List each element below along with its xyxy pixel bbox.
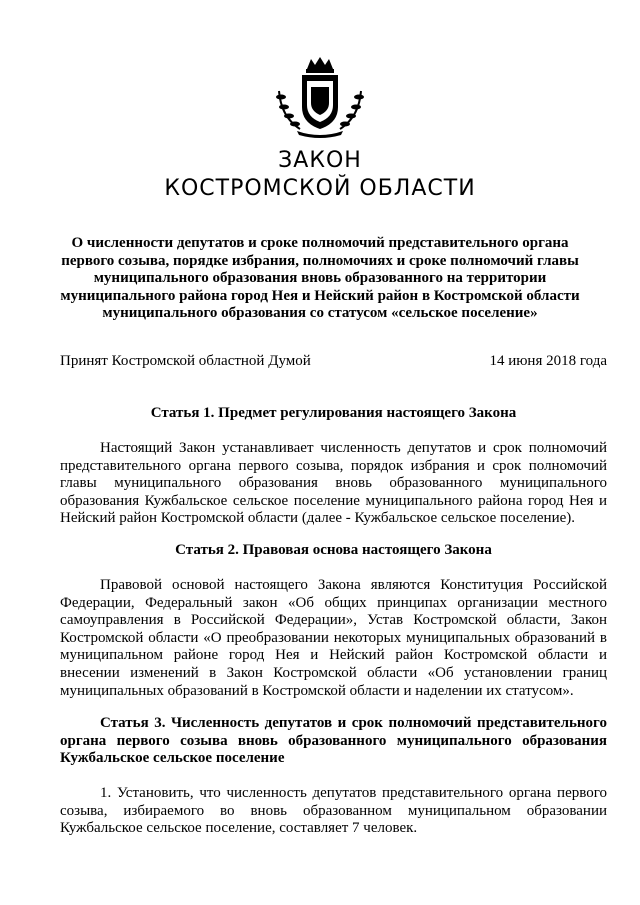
adoption-date: 14 июня 2018 года (489, 353, 607, 369)
article-3-heading: Статья 3. Численность депутатов и срок полномочий представительного органа первого созыва вновь образованного муниципального образования Кужбальское сельское поселение (60, 715, 607, 767)
coat-of-arms-icon (267, 55, 373, 139)
article-1-heading: Статья 1. Предмет регулирования настоящего Закона (150, 405, 517, 421)
article-1-text: Настоящий Закон устанавливает численность депутатов и срок полномочий представительного органа первого созыва, порядок избрания и срок полномочий главы муниципального образования вновь образованного муниципального образования Кужбальское сельское поселение муниципального района город Нея и Нейский район Костромской области (далее - Кужбальское сельское поселение). (60, 440, 607, 527)
law-region: КОСТРОМСКОЙ ОБЛАСТИ (164, 176, 476, 201)
article-2-heading: Статья 2. Правовая основа настоящего Закона (175, 542, 492, 558)
article-3-text: 1. Установить, что численность депутатов представительного органа первого созыва, избираемого во вновь образованном муниципальном образовании Кужбальское сельское поселение, составляет 7 человек. (60, 785, 607, 837)
article-2-text: Правовой основой настоящего Закона являются Конституция Российской Федерации, Федеральный закон «Об общих принципах организации местного самоуправления в Российской Федерации», Устав Костромской области, Закон Костромской области «О преобразовании некоторых муниципальных образований в муниципальном районе город Нея и Нейский район Костромской области и внесении изменений в Закон Костромской области «Об установлении границ муниципальных образований в Костромской области и наделении их статусом». (60, 577, 607, 699)
law-title: ЗАКОН (278, 148, 362, 173)
adopted-by: Принят Костромской областной Думой (60, 353, 311, 369)
adoption-line (60, 352, 607, 370)
law-subject: О численности депутатов и сроке полномочий представительного органа первого созыва, порядке избрания, полномочиях и сроке полномочий главы муниципального образования вновь образованного на территории муниципального района город Нея и Нейский район в Костромской области муниципального образования со статусом «сельское поселение» (60, 235, 580, 322)
